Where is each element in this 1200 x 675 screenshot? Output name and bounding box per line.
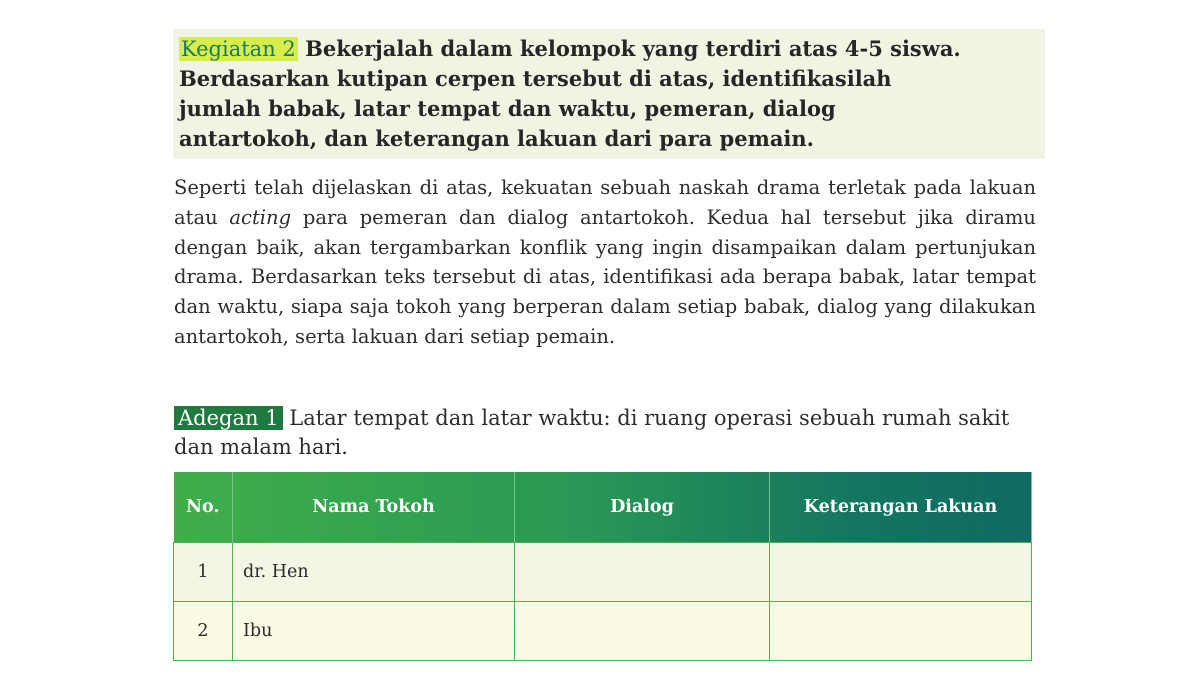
cell-no: 1: [174, 543, 233, 602]
cell-action[interactable]: [770, 543, 1032, 602]
scene-description: Latar tempat dan latar waktu: di ruang operasi sebuah rumah sakit dan malam hari.: [174, 406, 1010, 459]
cell-name: dr. Hen: [233, 543, 515, 602]
header-no: No.: [174, 472, 233, 543]
cell-name: Ibu: [233, 602, 515, 661]
scene-heading: [174, 404, 1054, 462]
header-nama-tokoh: Nama Tokoh: [233, 472, 515, 543]
table-row: [174, 543, 1032, 602]
cell-no: 2: [174, 602, 233, 661]
scene-table: [173, 472, 1032, 661]
paragraph-part-2: para pemeran dan dialog antartokoh. Kedua hal tersebut jika diramu dengan baik, akan tergambarkan konflik yang ingin disampaikan dalam pertunjukan drama. Berdasarkan teks tersebut di atas, identifikasi ada berapa babak, latar tempat dan waktu, siapa saja tokoh yang berperan dalam setiap babak, dialog yang dilakukan antartokoh, serta lakuan dari setiap pemain.: [174, 205, 1036, 348]
cell-dialog[interactable]: [515, 602, 770, 661]
cell-action[interactable]: [770, 602, 1032, 661]
cell-dialog[interactable]: [515, 543, 770, 602]
activity-box: [173, 29, 1045, 159]
table-row: [174, 602, 1032, 661]
explanation-paragraph: [174, 173, 1036, 352]
table-header-row: [174, 472, 1032, 543]
activity-line-3: jumlah babak, latar tempat dan waktu, pemeran, dialog: [179, 96, 836, 121]
scene-tag: Adegan 1: [174, 406, 283, 430]
paragraph-part-1: Seperti telah dijelaskan di atas, kekuatan sebuah naskah drama terletak pada lakuan atau: [174, 176, 1036, 229]
header-dialog: Dialog: [515, 472, 770, 543]
activity-instructions: [179, 34, 1037, 154]
paragraph-italic-term: acting: [229, 205, 292, 229]
activity-line-1: Bekerjalah dalam kelompok yang terdiri atas 4-5 siswa.: [305, 36, 961, 61]
header-keterangan-lakuan: Keterangan Lakuan: [770, 472, 1032, 543]
activity-tag: Kegiatan 2: [181, 37, 296, 61]
activity-line-4: antartokoh, dan keterangan lakuan dari para pemain.: [179, 126, 814, 151]
activity-line-2: Berdasarkan kutipan cerpen tersebut di atas, identifikasilah: [179, 66, 892, 91]
